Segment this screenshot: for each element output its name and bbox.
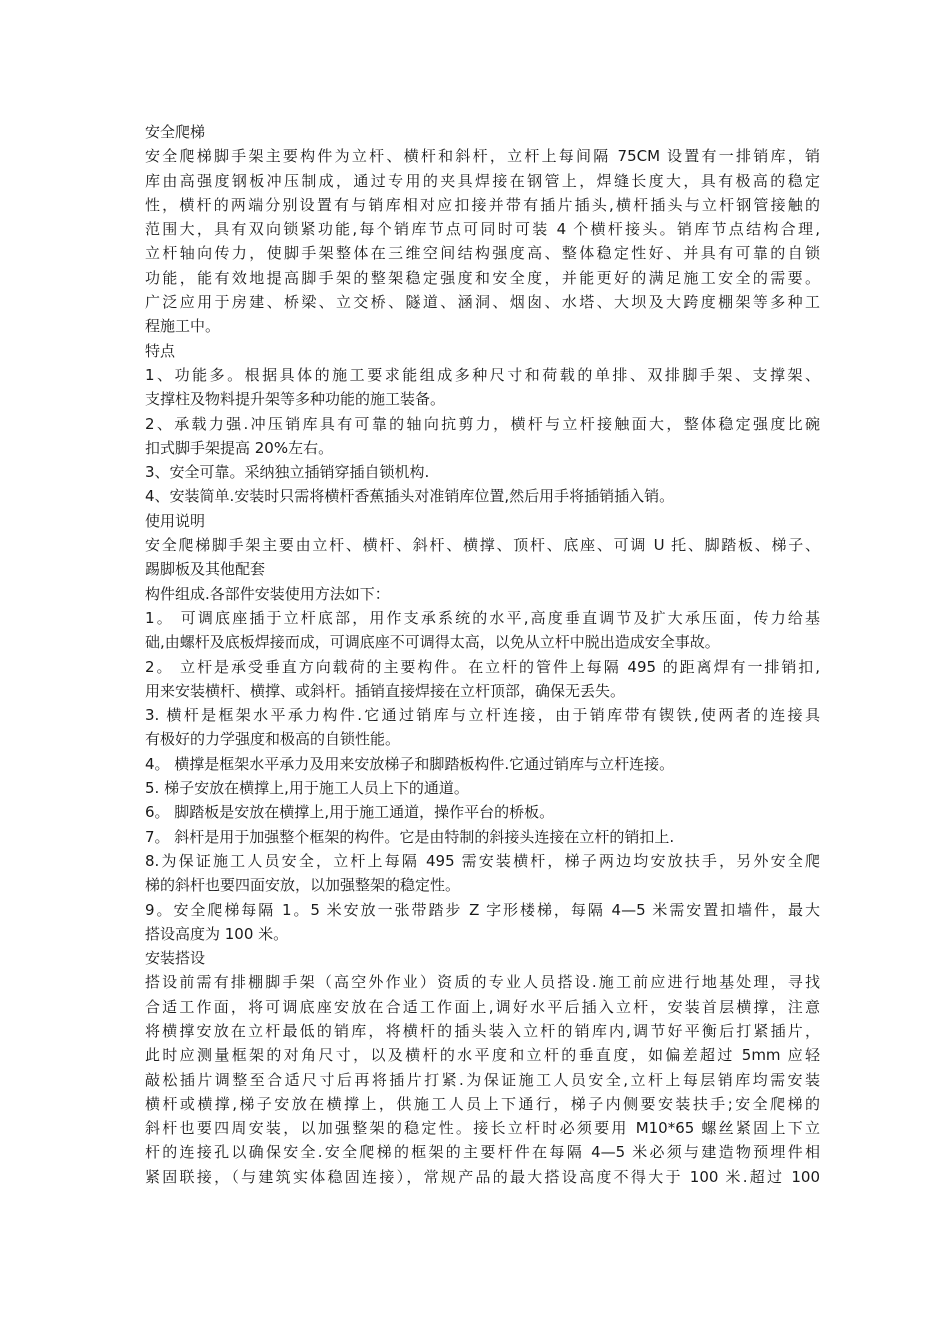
paragraph-line: 范围大，具有双向锁紧功能,每个销库节点可同时可装 4 个横杆接头。销库节点结构合理, <box>145 220 820 239</box>
list-item-line: 5. 梯子安放在横撑上,用于施工人员上下的通道。 <box>145 779 469 798</box>
paragraph-line: 斜杆也要四周安装，以加强整架的稳定性。接长立杆时必须要用 M10*65 螺丝紧固上下立 <box>145 1119 820 1138</box>
list-item-line: 础,由螺杆及底板焊接而成，可调底座不可调得太高，以免从立杆中脱出造成安全事故。 <box>145 633 720 652</box>
paragraph-line: 广泛应用于房建、桥梁、立交桥、隧道、涵洞、烟囱、水塔、大坝及大跨度棚架等多种工 <box>145 293 820 312</box>
paragraph-line: 此时应测量框架的对角尺寸，以及横杆的水平度和立杆的垂直度，如偏差超过 5mm 应轻 <box>145 1046 820 1065</box>
paragraph-line: 横杆或横撑,梯子安放在横撑上，供施工人员上下通行，梯子内侧要安装扶手;安全爬梯的 <box>145 1094 820 1113</box>
list-item-line: 2、承载力强.冲压销库具有可靠的轴向抗剪力，横杆与立杆接触面大，整体稳定强度比碗 <box>145 414 820 433</box>
section-heading-features: 特点 <box>145 341 176 360</box>
list-item-line: 有极好的力学强度和极高的自锁性能。 <box>145 730 401 749</box>
list-item-line: 梯的斜杆也要四面安放，以加强整架的稳定性。 <box>145 876 461 895</box>
list-item-line: 3. 横杆是框架水平承力构件.它通过销库与立杆连接，由于销库带有锲铁,使两者的连接具 <box>145 706 820 725</box>
section-heading-safety-ladder: 安全爬梯 <box>145 123 206 141</box>
paragraph-line: 安全爬梯脚手架主要由立杆、横杆、斜杆、横撑、顶杆、底座、可调 U 托、脚踏板、梯子、 <box>145 536 820 555</box>
paragraph-line: 立杆轴向传力，使脚手架整体在三维空间结构强度高、整体稳定性好、并具有可靠的自锁 <box>145 244 820 263</box>
paragraph-line: 合适工作面，将可调底座安放在合适工作面上,调好水平后插入立杆，安装首层横撑，注意 <box>145 997 820 1016</box>
paragraph-line: 敲松插片调整至合适尺寸后再将插片打紧.为保证施工人员安全,立杆上每层销库均需安装 <box>145 1070 820 1089</box>
paragraph-line: 搭设前需有排棚脚手架（高空外作业）资质的专业人员搭设.施工前应进行地基处理，寻找 <box>145 973 820 992</box>
list-item-line: 1。 可调底座插于立杆底部，用作支承系统的水平,高度垂直调节及扩大承压面，传力给基 <box>145 608 820 627</box>
paragraph-line: 踢脚板及其他配套 <box>145 560 266 579</box>
paragraph-line: 杆的连接孔以确保安全.安全爬梯的框架的主要杆件在每隔 4—5 米必须与建造物预埋件相 <box>145 1143 820 1162</box>
document-body <box>145 120 820 1189</box>
list-item-line: 6。 脚踏板是安放在横撑上,用于施工通道，操作平台的桥板。 <box>145 803 555 822</box>
list-item-line: 1、功能多。根据具体的施工要求能组成多种尺寸和荷载的单排、双排脚手架、支撑架、 <box>145 365 820 384</box>
list-item-line: 4、安装简单.安装时只需将横杆香蕉插头对准销库位置,然后用手将插销插入销。 <box>145 487 675 506</box>
paragraph-line: 库由高强度钢板冲压制成，通过专用的夹具焊接在钢管上，焊缝长度大，具有极高的稳定 <box>145 171 820 190</box>
list-item-line: 扣式脚手架提高 20%左右。 <box>145 438 334 457</box>
section-heading-installation: 安装搭设 <box>145 949 206 968</box>
list-item-line: 搭设高度为 100 米。 <box>145 924 289 943</box>
paragraph-line: 构件组成.各部件安装使用方法如下： <box>145 584 390 603</box>
list-item-line: 9。安全爬梯每隔 1。5 米安放一张带踏步 Z 字形楼梯，每隔 4—5 米需安置扣墙件，最大 <box>145 900 820 919</box>
paragraph-line: 功能，能有效地提高脚手架的整架稳定强度和安全度，并能更好的满足施工安全的需要。 <box>145 268 820 287</box>
section-heading-usage: 使用说明 <box>145 511 206 530</box>
paragraph-line: 将横撑安放在立杆最低的销库，将横杆的插头装入立杆的销库内,调节好平衡后打紧插片， <box>145 1021 820 1040</box>
list-item-line: 用来安装横杆、横撑、或斜杆。插销直接焊接在立杆顶部，确保无丢失。 <box>145 681 626 700</box>
list-item-line: 支撑柱及物料提升架等多种功能的施工装备。 <box>145 390 446 409</box>
list-item-line: 8.为保证施工人员安全，立杆上每隔 495 需安装横杆，梯子两边均安放扶手，另外安全爬 <box>145 851 820 870</box>
list-item-line: 7。 斜杆是用于加强整个框架的构件。它是由特制的斜接头连接在立杆的销扣上. <box>145 827 675 846</box>
paragraph-line: 性，横杆的两端分别设置有与销库相对应扣接并带有插片插头,横杆插头与立杆钢管接触的 <box>145 195 820 214</box>
list-item-line: 2。 立杆是承受垂直方向载荷的主要构件。在立杆的管件上每隔 495 的距离焊有一排销扣, <box>145 657 820 676</box>
list-item-line: 4。 横撑是框架水平承力及用来安放梯子和脚踏板构件.它通过销库与立杆连接。 <box>145 754 675 773</box>
paragraph-line: 程施工中。 <box>145 317 221 336</box>
paragraph-line: 紧固联接，（与建筑实体稳固连接），常规产品的最大搭设高度不得大于 100 米.超过 100 <box>145 1167 820 1186</box>
paragraph-line: 安全爬梯脚手架主要构件为立杆、横杆和斜杆，立杆上每间隔 75CM 设置有一排销库，销 <box>145 147 820 166</box>
list-item-line: 3、安全可靠。采纳独立插销穿插自锁机构. <box>145 463 430 482</box>
